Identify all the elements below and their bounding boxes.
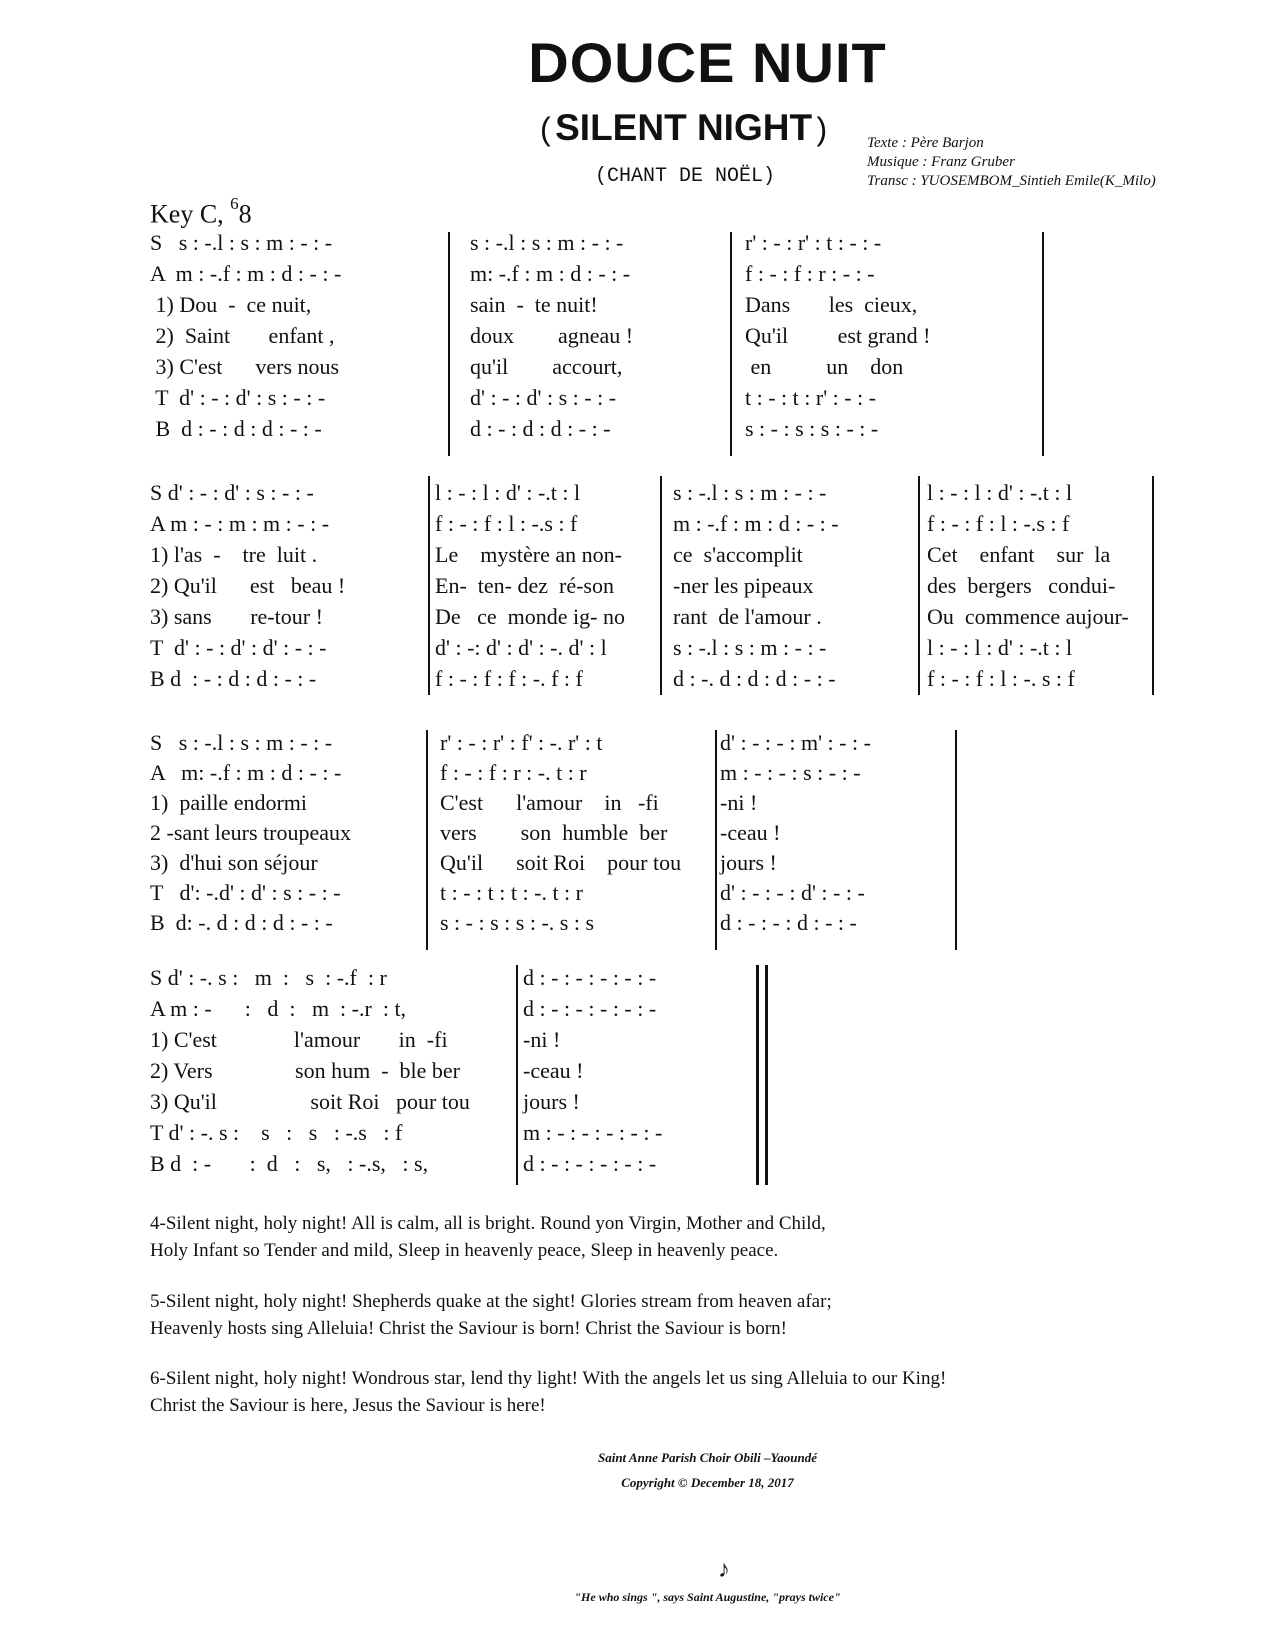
lyric-cell: 3) d'hui son séjour [150,850,318,875]
key-signature [150,194,252,230]
solfa-cell: d' : - : - : m' : - : - [720,730,871,755]
lyric-cell: jours ! [720,850,777,875]
lyric-cell: 1) Dou - ce nuit, [150,292,312,317]
lyric-cell: 1) l'as - tre luit . [150,542,318,567]
solfa-cell: s : -.l : s : m : - : - [673,480,827,505]
lyric-cell: C'est l'amour in -fi [440,790,659,815]
subtitle-text: SILENT NIGHT [555,107,813,148]
bar-line [918,476,920,695]
bar-line [660,476,662,695]
solfa-cell: d : - : - : - : - : - [523,996,657,1021]
verse-4 [150,1210,826,1264]
lyric-cell: en un don [745,354,904,379]
lyric-cell: Ou commence aujour- [927,604,1129,629]
solfa-cell: d : -. d : d : d : - : - [673,666,836,691]
lyric-cell: rant de l'amour . [673,604,822,629]
solfa-cell: d' : - : - : d' : - : - [720,880,865,905]
solfa-cell: A m : - : d : m : -.r : t, [150,996,407,1021]
verse-line: Holy Infant so Tender and mild, Sleep in heavenly peace, Sleep in heavenly peace. [150,1240,779,1261]
lyric-cell: -ceau ! [720,820,781,845]
time-bottom: 8 [238,199,252,229]
credits [867,134,1156,191]
lyric-cell: 3) C'est vers nous [150,354,340,379]
solfa-cell: S s : -.l : s : m : - : - [150,730,333,755]
solfa-cell: f : - : f : l : -.s : f [435,511,578,536]
solfa-cell: B d : - : d : s, : -.s, : s, [150,1151,429,1176]
solfa-cell: f : - : f : l : -. s : f [927,666,1075,691]
lyric-cell: Cet enfant sur la [927,542,1111,567]
music-note-icon: ♪ [718,1557,730,1583]
lyric-cell: -ni ! [720,790,758,815]
bar-line [715,730,717,950]
lyric-cell: -ceau ! [523,1058,584,1083]
solfa-cell: B d: -. d : d : d : - : - [150,910,333,935]
bar-line [428,476,430,695]
lyric-cell: -ni ! [523,1027,561,1052]
solfa-cell: A m : - : m : m : - : - [150,511,330,536]
solfa-cell: f : - : f : l : -.s : f [927,511,1070,536]
solfa-cell: T d' : - : d' : d' : - : - [150,635,327,660]
final-bar-line [756,965,759,1185]
solfa-cell: m : - : - : - : - : - [523,1120,663,1145]
verse-line: 4-Silent night, holy night! All is calm, all is bright. Round yon Virgin, Mother and Child, [150,1213,826,1234]
solfa-cell: d : - : - : - : - : - [523,1151,657,1176]
solfa-cell: s : - : s : s : -. s : s [440,910,595,935]
solfa-cell: d' : - : d' : s : - : - [470,385,617,410]
solfa-cell: t : - : t : t : -. t : r [440,880,583,905]
solfa-cell: B d : - : d : d : - : - [150,416,322,441]
lyric-cell: 1) C'est l'amour in -fi [150,1027,448,1052]
lyric-cell: En- ten- dez ré-son [435,573,614,598]
solfa-cell: s : -.l : s : m : - : - [673,635,827,660]
bar-line [955,730,957,950]
lyric-cell: 1) paille endormi [150,790,308,815]
solfa-cell: l : - : l : d' : -.t : l [927,480,1073,505]
solfa-cell: S d' : -. s : m : s : -.f : r [150,965,387,990]
solfa-cell: t : - : t : r' : - : - [745,385,877,410]
solfa-cell: d' : -: d' : d' : -. d' : l [435,635,607,660]
solfa-cell: f : - : f : r : - : - [745,261,875,286]
chant-label: (CHANT DE NOËL) [595,165,776,188]
bar-line [1152,476,1154,695]
solfa-cell: m : - : - : s : - : - [720,760,861,785]
solfa-cell: d : - : - : d : - : - [720,910,857,935]
lyric-cell: 2) Saint enfant , [150,323,335,348]
subtitle-close-paren: ) [816,111,828,147]
solfa-cell: T d' : -. s : s : s : -.s : f [150,1120,403,1145]
solfa-cell: A m : -.f : m : d : - : - [150,261,342,286]
lyric-cell: Qu'il est grand ! [745,323,931,348]
song-title: DOUCE NUIT [528,31,887,94]
lyric-cell: ce s'accomplit [673,542,803,567]
key-label: Key C, [150,199,224,229]
choir-name: Saint Anne Parish Choir Obili –Yaoundé [597,1450,818,1465]
bar-line [448,232,450,456]
final-bar-line [765,965,768,1185]
lyric-cell: doux agneau ! [470,323,634,348]
solfa-cell: B d : - : d : d : - : - [150,666,317,691]
bar-line [426,730,428,950]
lyric-cell: 2) Qu'il est beau ! [150,573,346,598]
lyric-cell: sain - te nuit! [470,292,598,317]
lyric-cell: 2) Vers son hum - ble ber [150,1058,460,1083]
lyric-cell: des bergers condui- [927,573,1116,598]
lyric-cell: 2 -sant leurs troupeaux [150,820,351,845]
verse-line: Christ the Saviour is here, Jesus the Saviour is here! [150,1395,546,1416]
solfa-cell: T d': -.d' : d' : s : - : - [150,880,341,905]
solfa-cell: m: -.f : m : d : - : - [470,261,631,286]
solfa-cell: r' : - : r' : f' : -. r' : t [440,730,603,755]
bar-line [1042,232,1044,456]
solfa-cell: f : - : f : f : -. f : f [435,666,583,691]
subtitle-open-paren: ( [540,111,551,147]
solfa-cell: A m: -.f : m : d : - : - [150,760,342,785]
verse-6 [150,1365,946,1419]
verse-5 [150,1288,832,1342]
lyric-cell: vers son humble ber [440,820,668,845]
lyric-cell: Le mystère an non- [435,542,622,567]
copyright: Copyright © December 18, 2017 [621,1475,794,1490]
verse-line: 6-Silent night, holy night! Wondrous star, lend thy light! With the angels let us sing Alleluia to our King! [150,1368,947,1389]
credit-transcription: Transc : YUOSEMBOM_Sintieh Emile(K_Milo) [867,173,1156,189]
solfa-cell: s : -.l : s : m : - : - [470,230,624,255]
solfa-cell: l : - : l : d' : -.t : l [927,635,1073,660]
solfa-cell: l : - : l : d' : -.t : l [435,480,581,505]
lyric-cell: qu'il accourt, [470,354,623,379]
quote: "He who sings ", says Saint Augustine, "prays twice" [574,1590,841,1604]
solfa-cell: d : - : d : d : - : - [470,416,611,441]
solfa-cell: f : - : f : r : -. t : r [440,760,587,785]
verse-line: Heavenly hosts sing Alleluia! Christ the Saviour is born! Christ the Saviour is born! [150,1318,787,1339]
solfa-cell: T d' : - : d' : s : - : - [150,385,326,410]
solfa-cell: S s : -.l : s : m : - : - [150,230,333,255]
solfa-cell: d : - : - : - : - : - [523,965,657,990]
time-top: 6 [230,194,239,213]
lyric-cell: Qu'il soit Roi pour tou [440,850,682,875]
verse-line: 5-Silent night, holy night! Shepherds quake at the sight! Glories stream from heaven afar; [150,1291,832,1312]
credit-text: Texte : Père Barjon [867,135,984,151]
song-subtitle [540,107,827,149]
solfa-cell: m : -.f : m : d : - : - [673,511,839,536]
credit-music: Musique : Franz Gruber [867,154,1015,170]
solfa-cell: s : - : s : s : - : - [745,416,879,441]
solfa-cell: r' : - : r' : t : - : - [745,230,882,255]
lyric-cell: jours ! [523,1089,580,1114]
solfa-cell: S d' : - : d' : s : - : - [150,480,314,505]
lyric-cell: -ner les pipeaux [673,573,814,598]
bar-line [516,965,518,1185]
lyric-cell: 3) Qu'il soit Roi pour tou [150,1089,470,1114]
lyric-cell: Dans les cieux, [745,292,918,317]
lyric-cell: 3) sans re-tour ! [150,604,323,629]
lyric-cell: De ce monde ig- no [435,604,625,629]
bar-line [730,232,732,456]
